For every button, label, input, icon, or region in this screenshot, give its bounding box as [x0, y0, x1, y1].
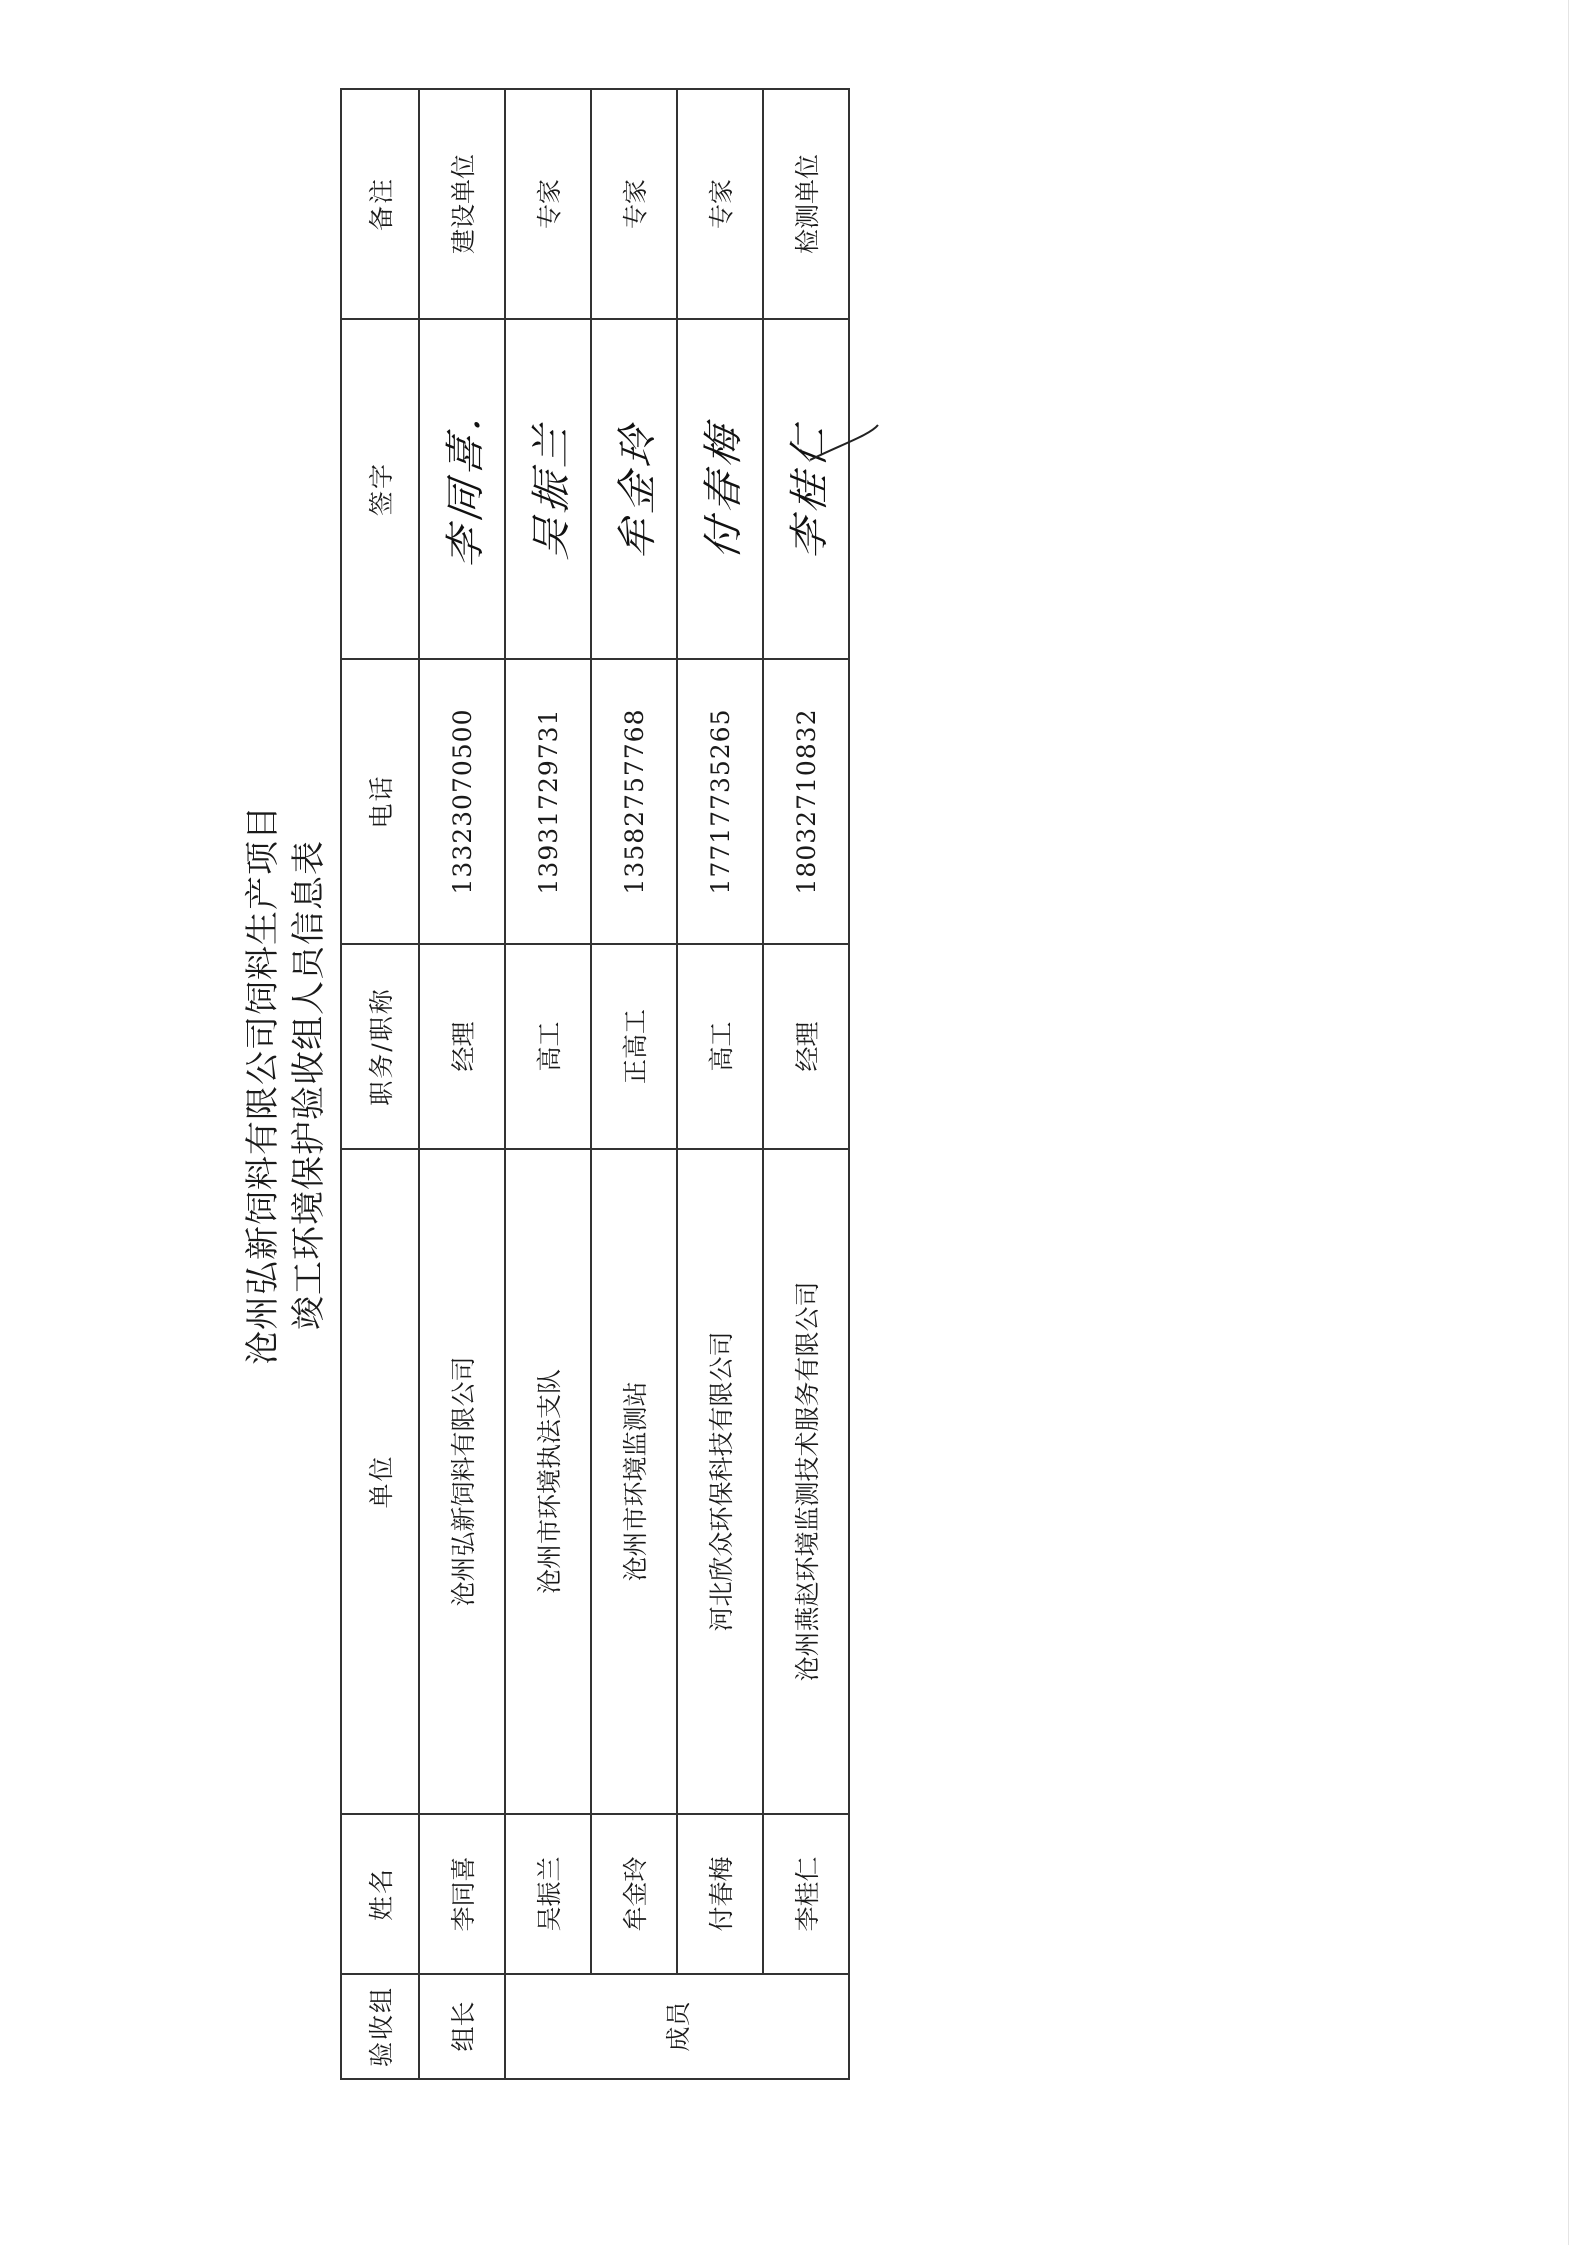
handwritten-signature: 付春梅: [700, 417, 747, 562]
member-phone: 13931729731: [505, 659, 591, 944]
header-group: 验收组: [341, 1974, 419, 2079]
member-name: 牟金玲: [591, 1814, 677, 1974]
header-unit: 单位: [341, 1149, 419, 1814]
member-title: 经理: [419, 944, 505, 1149]
handwritten-signature: 李桂仁: [786, 417, 833, 562]
member-name: 付春梅: [677, 1814, 763, 1974]
document-subtitle: 竣工环境保护验收组人员信息表: [289, 840, 329, 1330]
member-unit: 沧州市环境监测站: [591, 1149, 677, 1814]
member-phone: 13582757768: [591, 659, 677, 944]
member-note: 专家: [505, 89, 591, 319]
header-note: 备注: [341, 89, 419, 319]
table-header-row: [341, 89, 419, 2079]
member-name: 吴振兰: [505, 1814, 591, 1974]
title-block: [240, 90, 340, 2080]
table-row: [505, 89, 591, 2079]
member-title: 经理: [763, 944, 849, 1149]
member-signature: [591, 319, 677, 659]
header-signature: 签字: [341, 319, 419, 659]
group-members: 成员: [505, 1974, 849, 2079]
header-phone: 电话: [341, 659, 419, 944]
member-unit: 沧州弘新饲料有限公司: [419, 1149, 505, 1814]
member-signature: [419, 319, 505, 659]
table-row: [763, 89, 849, 2079]
member-title: 正高工: [591, 944, 677, 1149]
scan-page-edge: [1568, 0, 1569, 2245]
member-title: 高工: [505, 944, 591, 1149]
group-leader: 组长: [419, 1974, 505, 2079]
acceptance-team-table: [340, 88, 850, 2080]
member-unit: 沧州市环境执法支队: [505, 1149, 591, 1814]
rotated-sheet: [240, 90, 880, 2080]
member-signature: [677, 319, 763, 659]
table-row: [677, 89, 763, 2079]
member-signature: [763, 319, 849, 659]
table-row: [591, 89, 677, 2079]
member-name: 李桂仁: [763, 1814, 849, 1974]
handwritten-signature: 李同喜.: [442, 407, 489, 572]
member-unit: 河北欣众环保科技有限公司: [677, 1149, 763, 1814]
member-title: 高工: [677, 944, 763, 1149]
member-note: 专家: [591, 89, 677, 319]
member-phone: 18032710832: [763, 659, 849, 944]
member-note: 建设单位: [419, 89, 505, 319]
member-signature: [505, 319, 591, 659]
handwritten-signature: 牟金玲: [614, 417, 661, 562]
member-name: 李同喜: [419, 1814, 505, 1974]
member-unit: 沧州燕赵环境监测技术服务有限公司: [763, 1149, 849, 1814]
member-note: 检测单位: [763, 89, 849, 319]
table-row: [419, 89, 505, 2079]
member-phone: 13323070500: [419, 659, 505, 944]
handwritten-signature: 吴振兰: [528, 417, 575, 562]
header-title: 职务/职称: [341, 944, 419, 1149]
header-name: 姓名: [341, 1814, 419, 1974]
member-phone: 17717735265: [677, 659, 763, 944]
member-note: 专家: [677, 89, 763, 319]
document-title: 沧州弘新饲料有限公司饲料生产项目: [243, 805, 283, 1365]
